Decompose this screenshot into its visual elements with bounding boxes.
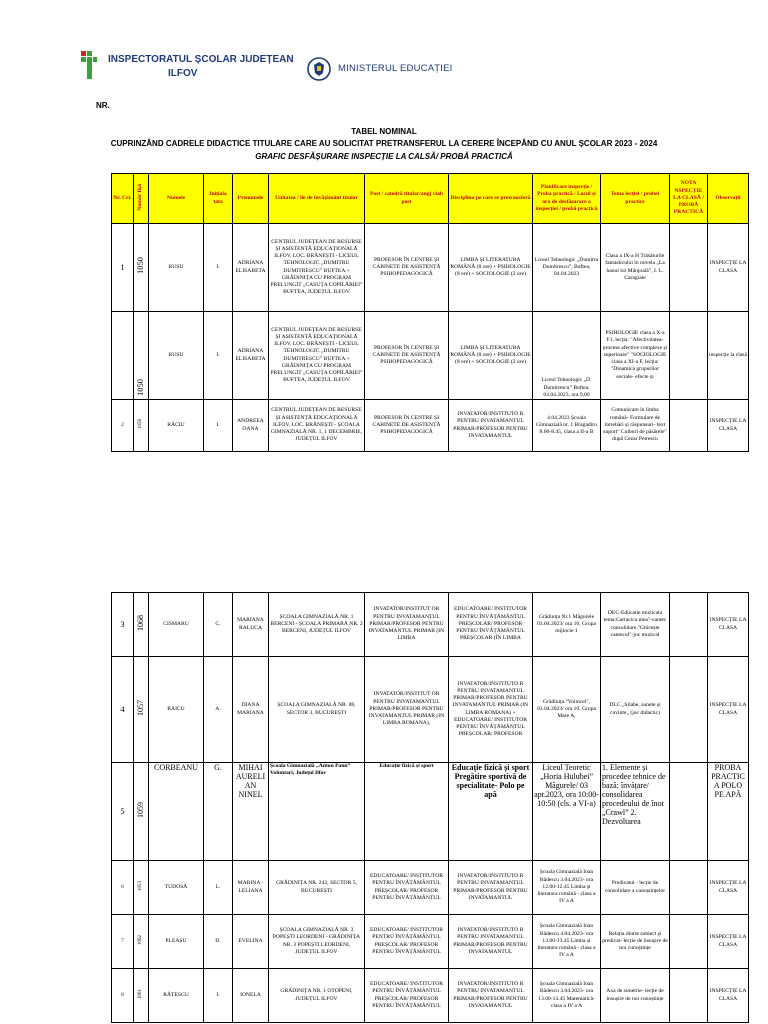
cell-fisa: 1050 (134, 312, 149, 400)
cell-observatii: INSPECȚIE LA CLASA (708, 224, 749, 312)
cell-unitate: CENTRUL JUDEȚEAN DE RESURSE ȘI ASISTENȚĂ EDUCAȚIONALĂ ILFOV, LOC. BRĂNEȘTI - ȘCOALA GIMNAZIALĂ NR. 1, 1 DECEMBRIE, JUDEȚUL ILFOV (269, 400, 365, 452)
cell-planificare: Liceul Tehnologic „Dumitru Dumitrescu”, Buftea, 04.04.2023 (533, 224, 601, 312)
cell-unitate: ȘCOALA GIMNAZIALĂ NR. 1 BERCENI - ȘCOALA PRIMARĂ NR. 2 BERCENI, JUDEȚUL ILFOV (269, 593, 365, 657)
cell-nr: 6 (112, 861, 134, 915)
cell-post: PROFESOR ÎN CENTRE ȘI CABINETE DE ASISTENȚĂ PSIHOPEDAGOGICĂ (365, 312, 449, 400)
cell-disciplina: INVATATOR/INSTITUTO R PENTRU INVATAMANTUL PRIMAR/PROFESOR PENTRU INVATAMANTUL (449, 969, 533, 1023)
cell-initiala: I. (204, 400, 233, 452)
col-header-initiala: Inițiala tata (204, 174, 233, 224)
document-title: TABEL NOMINAL (351, 127, 417, 136)
col-header-nr: Nr. Crt. (112, 174, 134, 224)
cell-prenume: ADRIANA ELISABETA (233, 312, 269, 400)
cell-nume: RĂTESCU (149, 969, 204, 1023)
table-row (112, 224, 749, 312)
registration-number-label: NR. (96, 101, 110, 110)
col-header-tema: Tema lecției / probei practice (601, 174, 670, 224)
cell-prenume: MIHAI AURELIAN NINEL (233, 763, 269, 861)
cell-initiala: L. (204, 861, 233, 915)
cell-observatii: INSPECȚIE LA CLASA (708, 861, 749, 915)
cell-nr (112, 312, 134, 400)
cell-fisa: 1061 (134, 969, 149, 1023)
cell-post: INVATATOR/INSTITUT OR PENTRU INVATAMANTUL PRIMAR/PROFESOR PENTRU INVATAMANTUL PRIMAR (IN LIMBA (365, 593, 449, 657)
ministry-logo (306, 56, 506, 82)
cell-prenume: EVELINA (233, 915, 269, 969)
cell-disciplina: INVATATOR/INSTITUTO R PENTRU INVATAMANTUL PRIMAR/PROFESOR PENTRU INVATAMANTUL (449, 861, 533, 915)
cell-initiala: I. (204, 969, 233, 1023)
cell-disciplina: INVATATOR/INSTITUTO R PENTRU INVATAMANTUL PRIMAR/PROFESOR PENTRU INVATAMANTUL (449, 400, 533, 452)
ministry-name: MINISTERUL EDUCAȚIEI (338, 63, 453, 74)
cell-post: PROFESOR ÎN CENTRE ȘI CABINETE DE ASISTENȚĂ PSIHOPEDAGOGICĂ (365, 224, 449, 312)
cell-post: EDUCATOARE/ INSTITUTOR PENTRU ÎNVĂȚĂMÂNTUL PREȘCOLAR/ PROFESOR PENTRU ÎNVĂȚĂMÂNTUL (365, 915, 449, 969)
cell-nume: RAICU (149, 657, 204, 763)
table-row (112, 969, 749, 1023)
cell-fisa: 1068 (134, 593, 149, 657)
cell-observatii: PROBA PRACTICA POLO PE APĂ (708, 763, 749, 861)
cell-initiala: C. (204, 593, 233, 657)
cell-nota (670, 861, 708, 915)
cell-planificare: Școala Gimnazială Ioan Bădescu 4.04.2023- ora 13.00-13.45 Limba și literatura română - clasa a IV a A (533, 915, 601, 969)
cell-planificare: Grădinița Nr.1 Măgurele 03.04.2023/ ora 10, Grupa mijlocie 1 (533, 593, 601, 657)
col-header-nr-fisa: Număr fișă (134, 174, 149, 224)
cell-unitate: GRĂDINIȚA NR. 242, SECTOR 5, BUCUREȘTI (269, 861, 365, 915)
cell-nota (670, 969, 708, 1023)
cell-nr: 2 (112, 400, 134, 452)
isj-name-line1: INSPECTORATUL ȘCOLAR JUDEȚEAN (108, 54, 294, 65)
cell-nr: 1 (112, 224, 134, 312)
cell-prenume: MARIANA RALUCA (233, 593, 269, 657)
cell-disciplina: LIMBA ȘI LITERATURA ROMÂNĂ (8 ore) + PSIHOLOGIE (8 ore) + SOCIOLOGIE (2 ore) (449, 224, 533, 312)
cell-nume: TUDOSĂ (149, 861, 204, 915)
cell-tema: Relația dintre subiect și predicat- lecție de însușire de noi cunoștințe (601, 915, 670, 969)
table-row (112, 915, 749, 969)
cell-nota (670, 915, 708, 969)
cell-disciplina: INVATATOR/INSTITUTO R PENTRU INVATAMANTUL PRIMAR/PROFESOR PENTRU INVATAMANTUL (449, 915, 533, 969)
cell-disciplina: EDUCATOARE/ INSTITUTOR PENTRU ÎNVĂȚĂMÂNTUL PREȘCOLAR/ PROFESOR PENTRU ÎNVĂȚĂMÂNTUL PREȘCOLAR (ÎN LIMBA (449, 593, 533, 657)
table-row (112, 593, 749, 657)
cell-post: Educație fizică și sport (365, 763, 449, 861)
cell-initiala: D. (204, 915, 233, 969)
cell-unitate: ȘCOALA GIMNAZIALĂ NR. 3 POPEȘTI LEORDENI - GRĂDINIȚA NR. 3 POPEȘTI LEORDENI, JUDEȚUL ILFOV (269, 915, 365, 969)
cell-planificare: 4.04.2023 Școala Gimnazială nr. 1 Bragadiru 8.00-8.45, clasa a II-a B (533, 400, 601, 452)
cell-tema: PSIHOLOGIE clasa a X-a F1, lecția: "Afectivitatea- procese afective complexe și superioare" "SOCIOLOGIE clasa a XI-a F, lecția: "Dinamica grupurilor sociale- efecte și (601, 312, 670, 400)
col-header-observatii: Observații (708, 174, 749, 224)
cell-nr: 8 (112, 969, 134, 1023)
nominal-table-page2 (111, 592, 749, 1023)
cell-initiala: I. (204, 312, 233, 400)
cell-disciplina: LIMBA ȘI LITERATURA ROMÂNĂ (8 ore) + PSIHOLOGIE (8 ore) + SOCIOLOGIE (2 ore) (449, 312, 533, 400)
cell-nota (670, 763, 708, 861)
cell-tema: Predicatul - lecție de consolidare a cunoștințelor (601, 861, 670, 915)
cell-initiala: A. (204, 657, 233, 763)
cell-unitate: CENTRUL JUDEȚEAN DE RESURSE ȘI ASISTENȚĂ EDUCAȚIONALĂ ILFOV, LOC. BRĂNEȘTI - LICEUL TEHNOLOGIC „DUMITRU DUMITRESCU” BUFTEA + GRĂDINIȚA CU PROGRAM PRELUNGIT „CASUȚA COPILĂRIEI” BUFTEA, JUDEȚUL ILFOV (269, 224, 365, 312)
cell-nr: 3 (112, 593, 134, 657)
cell-nume: PLEAȘU (149, 915, 204, 969)
table-header-row (112, 174, 749, 224)
cell-nr: 7 (112, 915, 134, 969)
cell-post: PROFESOR ÎN CENTRE ȘI CABINETE DE ASISTENȚĂ PSIHOPEDAGOGICĂ (365, 400, 449, 452)
cell-unitate: GRĂDINIȚA NR. 1 OTOPENI, JUDEȚUL ILFOV (269, 969, 365, 1023)
cell-nr: 4 (112, 657, 134, 763)
col-header-nume: Numele (149, 174, 204, 224)
cell-tema: Clasa a IX-a H Trăsăturile fantasticului în nuvela „La hanul lui Mânjoală”, I. L. Caragiale (601, 224, 670, 312)
cell-prenume: IONELA (233, 969, 269, 1023)
col-header-prenume: Prenumele (233, 174, 269, 224)
cell-unitate: Școala Gimnazială „Anton Pann” Voluntari, Județul Ilfov (269, 763, 365, 861)
cell-nota (670, 593, 708, 657)
cell-observatii: inspecție la clasă (708, 312, 749, 400)
cell-nume: CORBEANU (149, 763, 204, 861)
cell-planificare: Școala Gimnazială Ioan Bădescu 3.04.2023- ora 12.00-12.45 Limba și literatura română - clasa a IV a A (533, 861, 601, 915)
table-row (112, 657, 749, 763)
cell-nume: RUSU (149, 312, 204, 400)
cell-fisa: 1057 (134, 657, 149, 763)
cell-fisa: 1062 (134, 915, 149, 969)
cell-tema: DEC-Educatie muzicala tema:Cartacica mea"-cantec consolidare,"Ghicește cantecul"-joc muzical (601, 593, 670, 657)
table-row (112, 400, 749, 452)
cell-tema: Axa de simetrie- lecție de însușire de noi cunoștințe (601, 969, 670, 1023)
table-row (112, 763, 749, 861)
cell-planificare: Școala Gimnazială Ioan Bădescu 3.04.2023- ora 13.00-13.45 Matematică- clasa a IV a A (533, 969, 601, 1023)
cell-fisa: 1059 (134, 763, 149, 861)
col-header-planificare: Planificare inspecție / Proba practică / Locul și ora de desfășurare a inspecției / probă practică (533, 174, 601, 224)
coat-of-arms-icon (306, 56, 332, 82)
col-header-nota: NOTA NSPECȚIE LA CLASĂ / PROBĂ PRACTICĂ (670, 174, 708, 224)
cell-post: EDUCATOARE/ INSTITUTOR PENTRU ÎNVĂȚĂMÂNTUL PREȘCOLAR/ PROFESOR PENTRU ÎNVĂȚĂMÂNTUL (365, 861, 449, 915)
cell-initiala: I. (204, 224, 233, 312)
cell-fisa: 1053 (134, 861, 149, 915)
cell-tema: DLC „Silabe, sunete și cuvinte„ (joc didactic) (601, 657, 670, 763)
cell-prenume: ADRIANA ELISABETA (233, 224, 269, 312)
col-header-unitate: Unitatea / ile de învățământ titular (269, 174, 365, 224)
cell-post: EDUCATOARE/ INSTITUTOR PENTRU ÎNVĂȚĂMÂNTUL PREȘCOLAR/ PROFESOR PENTRU ÎNVĂȚĂMÂNTUL (365, 969, 449, 1023)
cell-disciplina: Educație fizică și sport Pregătire sportivă de specialitate- Polo pe apă (449, 763, 533, 861)
cell-nota (670, 657, 708, 763)
cell-prenume: DIANA MARIANA (233, 657, 269, 763)
cell-nume: RĂCIU (149, 400, 204, 452)
nominal-table-page1 (111, 173, 749, 452)
cell-nota (670, 312, 708, 400)
isj-logo (80, 50, 300, 86)
cell-unitate: CENTRUL JUDEȚEAN DE RESURSE ȘI ASISTENȚĂ EDUCAȚIONALĂ ILFOV, LOC. BRĂNEȘTI - LICEUL TEHNOLOGIC „DUMITRU DUMITRESCU” BUFTEA + GRĂDINIȚA CU PROGRAM PRELUNGIT „CASUȚA COPILĂRIEI” BUFTEA, JUDEȚUL ILFOV (269, 312, 365, 400)
cell-nota (670, 400, 708, 452)
cell-prenume: MARINA - LELIANA (233, 861, 269, 915)
cell-fisa: 1050 (134, 224, 149, 312)
cell-observatii: INSPECȚIE LA CLASA (708, 657, 749, 763)
cell-planificare: Liceul Teoretic „Horia Hulubei” Măgurele/ 03 apr.2023, ora 10:00-10:50 (cls. a VI-a) (533, 763, 601, 861)
col-header-disciplina: Disciplina pe care se pretransferă (449, 174, 533, 224)
isj-name-line2: ILFOV (168, 68, 198, 79)
cell-planificare: Liceul Tehnologic „D. Dumitrescu” Buftea, 04.04.2023, ora 9,00 (533, 312, 601, 400)
cell-planificare: Grădinița "Voinicel", 03.04.2023/ ora 10, Grupa Mare A, (533, 657, 601, 763)
cell-nume: CISMARU (149, 593, 204, 657)
cell-fisa: 1056 (134, 400, 149, 452)
isj-emblem-icon (80, 50, 98, 80)
cell-unitate: ȘCOALA GIMNAZIALĂ NR. 88, SECTOR 3, BUCUREȘTI (269, 657, 365, 763)
document-schedule-title: GRAFIC DESFĂȘURARE INSPECȚIE LA CALSĂ/ PROBĂ PRACTICĂ (255, 152, 513, 161)
cell-post: INVATATOR/INSTITUT OR PENTRU INVATAMANTUL PRIMAR/PROFESOR PENTRU INVATAMANTUL PRIMAR (IN LIMBA ROMANA), (365, 657, 449, 763)
table-row (112, 861, 749, 915)
table-row (112, 312, 749, 400)
cell-nr: 5 (112, 763, 134, 861)
document-subtitle: CUPRINZÂND CADRELE DIDACTICE TITULARE CARE AU SOLICITAT PRETRANSFERUL LA CERERE ÎNCEPÂND CU ANUL ȘCOLAR 2023 - 2024 (110, 139, 658, 148)
cell-observatii: INSPECȚIE LA CLASA (708, 915, 749, 969)
cell-observatii: INSPECȚIE LA CLASA (708, 593, 749, 657)
cell-observatii: INSPECȚIE LA CLASA (708, 400, 749, 452)
cell-prenume: ANDREEA OANA (233, 400, 269, 452)
cell-tema: Comunicare în limba română- Formulare de întrebări și răspunsuri- text suport" Cuiburi de păsărele" după Cezar Petrescu (601, 400, 670, 452)
cell-tema: 1. Elemente și procedee tehnice de bază: învățare/ consolidarea procedeului de înot „Crawl” 2. Dezvoltarea (601, 763, 670, 861)
cell-observatii: INSPECȚIE LA CLASA (708, 969, 749, 1023)
cell-initiala: G. (204, 763, 233, 861)
col-header-post: Post / catedră titular/angj viab post (365, 174, 449, 224)
cell-disciplina: INVATATOR/INSTITUTO R PENTRU INVATAMANTUL PRIMAR/PROFESOR PENTRU INVATAMANTUL PRIMAR (IN LIMBA ROMANA) + EDUCATOARE/ INSTITUTOR PENTRU ÎNVĂȚĂMÂNTUL PREȘCOLAR/ PROFESOR (449, 657, 533, 763)
cell-nume: RUSU (149, 224, 204, 312)
cell-nota (670, 224, 708, 312)
